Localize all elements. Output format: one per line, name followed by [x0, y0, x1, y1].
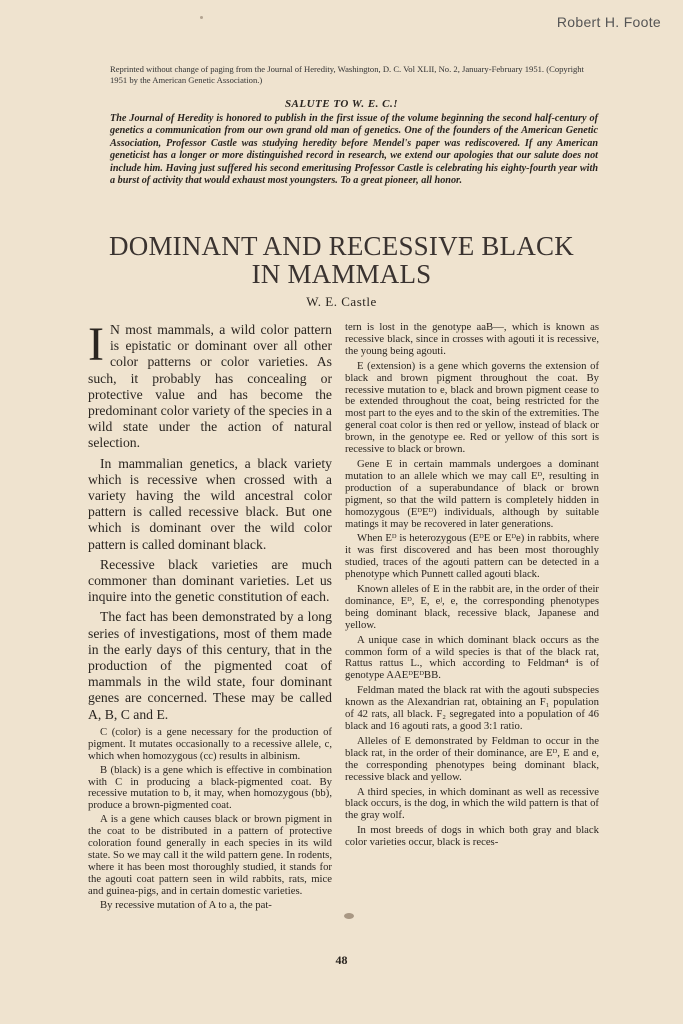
left-large-text [88, 318, 332, 723]
paper-speck [344, 913, 354, 919]
paper-speck [200, 16, 203, 19]
article-author: W. E. Castle [306, 294, 377, 309]
drop-cap: I [88, 318, 104, 371]
paragraph: B (black) is a gene which is effective in combination with C in producing a black-pigmented coat. By recessive mutation to b, it may, when homozygous (bb), produce a brown-pigmented coat. [88, 763, 332, 812]
salute-paragraph: The Journal of Heredity is honored to publish in the first issue of the volume beginning the second half-century of genetics a communication from our own grand old man of genetics. One of the founders of the American Genetic Association, Professor Castle was studying heredity before Mendel's paper was rediscovered. If any American geneticist has a longer or more distinguished record in research, we extend our apologies that our salute does not include him. Having just suffered his second emeritusing Professor Castle is celebrating his eighty-fourth year with a burst of activity that would exhaust most youngsters. To a great pioneer, all honor. [110, 113, 598, 187]
paragraph: In mammalian genetics, a black variety which is recessive when crossed with a variety having the wild ancestral color pattern is called recessive black. But one which is dominant over the wild color pattern is called dominant black. [88, 455, 332, 552]
paragraph: Feldman mated the black rat with the agouti subspecies known as the Alexandrian rat, obtaining an F₁ population of 42 rats, all black. F₂ segregated into a population of 46 black and 16 agouti rats, a good 3:1 ratio. [345, 684, 599, 732]
salute-title: SALUTE TO W. E. C.! [284, 98, 399, 110]
paragraph: Alleles of E demonstrated by Feldman to occur in the black rat, in the order of their dominance, are Eᴰ, E and e, the corresponding phenotypes being dominant black, recessive black and yellow. [345, 734, 599, 783]
paragraph: C (color) is a gene necessary for the production of pigment. It mutates occasionally to a recessive allele, c, which when homozygous (cc) results in albinism. [88, 725, 332, 762]
paragraph: I N most mammals, a wild color pattern is epistatic or dominant over all other color patterns or color varieties. As such, it probably has concealing or protective value and has become the predominant color variety of the species in a wild state under the action of natural selection. [88, 318, 332, 451]
article-title-line-2: IN MAMMALS [251, 259, 432, 289]
paragraph: Gene E in certain mammals undergoes a dominant mutation to an allele which we may call Eᴰ, resulting in production of a superabundance of black or brown pigment, so that the wild pattern is completely hidden in homozygous (EᴰEᴰ) individuals, although by suitable matings it may be recovered in later generations. [345, 457, 599, 530]
paragraph: In most breeds of dogs in which both gray and black color varieties occur, black is reces- [345, 824, 599, 849]
paragraph: When Eᴰ is heterozygous (EᴰE or Eᴰe) in rabbits, where it was first discovered and has been most thoroughly studied, traces of the agouti pattern can be detected in a phenotype which Punnett called agouti black. [345, 532, 599, 581]
article-title-line-1: DOMINANT AND RECESSIVE BLACK [109, 231, 574, 261]
paragraph: Known alleles of E in the rabbit are, in the order of their dominance, Eᴰ, E, eʲ, e, the corresponding phenotypes being dominant black, recessive black, Japanese and yellow. [345, 583, 599, 631]
paragraph: A unique case in which dominant black occurs as the common form of a wild species is that of the black rat, Rattus rattus L., which according to Feldman⁴ is of genotype AAEᴰEᴰBB. [345, 633, 599, 682]
paragraph: A third species, in which dominant as well as recessive black occurs, is the dog, in which the wild pattern is that of the gray wolf. [345, 785, 599, 822]
handwritten-annotation: Robert H. Foote [556, 14, 661, 30]
paragraph: A is a gene which causes black or brown pigment in the coat to be distributed in a pattern of protective coloration found generally in each species in its wild state. So we may call it the wild pattern gene. In rodents, where it has been most thoroughly studied, it stands for the agouti coat pattern seen in wild rabbits, rats, mice and guinea-pigs, and in certain domestic varieties. [88, 813, 332, 897]
paragraph: tern is lost in the genotype aaB—, which is known as recessive black, since in crosses with agouti it is recessive, the young being agouti. [345, 321, 599, 357]
page-number: 48 [335, 953, 348, 967]
paragraph: E (extension) is a gene which governs the extension of black and brown pigment throughout the coat. By recessive mutation to e, black and brown pigment cease to be extended throughout the coat, being restricted for the most part to the eyes and to the skin of the extremities. The general coat color is then red or yellow, instead of black or brown, in the genotype ee. Red or yellow of this sort is recessive to black or brown. [345, 359, 599, 456]
left-column [88, 318, 332, 913]
paragraph: By recessive mutation of A to a, the pat- [100, 898, 272, 911]
paragraph: The fact has been demonstrated by a long series of investigations, most of them made in the early days of this century, that in the production of the pigmented coat of mammals in the wild state, four dominant genes are concerned. These may be called A, B, C and E. [88, 609, 332, 722]
reprint-note: Reprinted without change of paging from the Journal of Heredity, Washington, D. C. Vol XLII, No. 2, January-February 1951. (Copyright 1951 by the American Genetic Association.) [110, 64, 584, 85]
paragraph: Recessive black varieties are much commoner than dominant varieties. Let us inquire into the genetic constitution of each. [88, 556, 332, 605]
article-title [0, 232, 683, 288]
left-small-text [88, 727, 332, 912]
right-column [345, 322, 599, 852]
